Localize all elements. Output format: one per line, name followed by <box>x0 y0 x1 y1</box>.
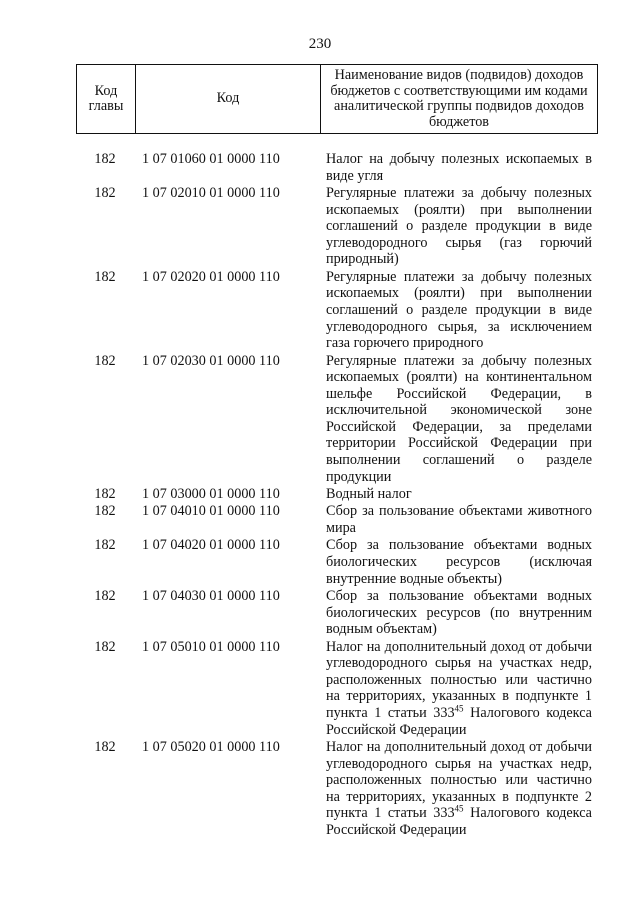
code-cell: 1 07 04030 01 0000 110 <box>142 588 280 605</box>
name-cell: Регулярные платежи за добычу полезных ископаемых (роялти) на континентальном шельфе Российской Федерации, в исключительной экономической зоне Российской Федерации, за пределами территории Российской Федерации при выполнении соглашений о разделе продукции <box>326 352 592 485</box>
code-cell: 1 07 02030 01 0000 110 <box>142 352 280 369</box>
article-superscript: 45 <box>454 703 464 714</box>
chapter-code-cell: 182 <box>94 588 116 605</box>
header-chapter-code: Код главы <box>77 65 136 134</box>
header-row <box>77 65 598 134</box>
name-cell: Регулярные платежи за добычу полезных ископаемых (роялти) при выполнении соглашений о разделе продукции в виде углеводородного сырья (газ горючий природный) <box>326 184 592 268</box>
chapter-code-cell: 182 <box>94 184 116 201</box>
name-cell: Сбор за пользование объектами водных биологических ресурсов (исключая внутренние водные объекты) <box>326 537 592 587</box>
name-cell: Сбор за пользование объектами животного мира <box>326 503 592 537</box>
name-cell <box>322 639 598 739</box>
table-row <box>76 269 598 353</box>
table-row <box>76 151 598 185</box>
chapter-code-cell: 182 <box>94 537 116 554</box>
name-text: Налог на дополнительный доход от добычи углеводородного сырья на участках недр, расположенных полностью или частично на территориях, указанных в подпункте 1 пункта 1 статьи 333 <box>326 638 592 721</box>
table-row <box>76 537 598 588</box>
name-cell: Сбор за пользование объектами водных биологических ресурсов (по внутренним водным объектам) <box>326 588 592 638</box>
table-row <box>76 353 598 487</box>
table-row <box>76 503 598 537</box>
chapter-code-cell: 182 <box>94 151 116 167</box>
table-row <box>76 486 598 503</box>
page-number: 230 <box>308 36 332 52</box>
code-cell: 1 07 02020 01 0000 110 <box>142 268 280 285</box>
name-cell: Регулярные платежи за добычу полезных ископаемых (роялти) при выполнении соглашений о разделе продукции в виде углеводородного сырья, за исключением газа горючего природного <box>326 268 592 352</box>
code-cell: 1 07 04020 01 0000 110 <box>142 537 280 554</box>
name-text: Налог на дополнительный доход от добычи углеводородного сырья на участках недр, расположенных полностью или частично на территориях, указанных в подпункте 2 пункта 1 статьи 333 <box>326 738 592 822</box>
article-superscript: 45 <box>454 803 464 814</box>
name-text: Налогового кодекса Российской Федерации <box>326 805 592 838</box>
name-text: Налогового кодекса Российской Федерации <box>326 704 592 738</box>
table-header <box>76 64 598 134</box>
code-cell: 1 07 01060 01 0000 110 <box>142 151 280 167</box>
table-row <box>76 588 598 639</box>
code-cell: 1 07 05010 01 0000 110 <box>142 638 280 655</box>
name-cell: Налог на добычу полезных ископаемых в виде угля <box>326 151 592 184</box>
header-name: Наименование видов (подвидов) доходов бюджетов с соответствующими им кодами аналитической группы подвидов доходов бюджетов <box>321 65 598 134</box>
revenue-codes-table <box>76 151 598 839</box>
code-cell: 1 07 05020 01 0000 110 <box>142 738 280 755</box>
chapter-code-cell: 182 <box>94 738 116 755</box>
name-cell <box>322 739 598 839</box>
code-cell: 1 07 02010 01 0000 110 <box>142 184 280 201</box>
chapter-code-cell: 182 <box>94 352 116 369</box>
table-row <box>76 739 598 839</box>
code-cell: 1 07 04010 01 0000 110 <box>142 503 280 520</box>
table-row <box>76 185 598 269</box>
chapter-code-cell: 182 <box>94 638 116 655</box>
header-code: Код <box>136 65 321 134</box>
chapter-code-cell: 182 <box>94 503 116 520</box>
code-cell: 1 07 03000 01 0000 110 <box>142 486 280 503</box>
table-row <box>76 639 598 739</box>
chapter-code-cell: 182 <box>94 486 116 503</box>
chapter-code-cell: 182 <box>94 268 116 285</box>
name-cell: Водный налог <box>326 486 412 503</box>
